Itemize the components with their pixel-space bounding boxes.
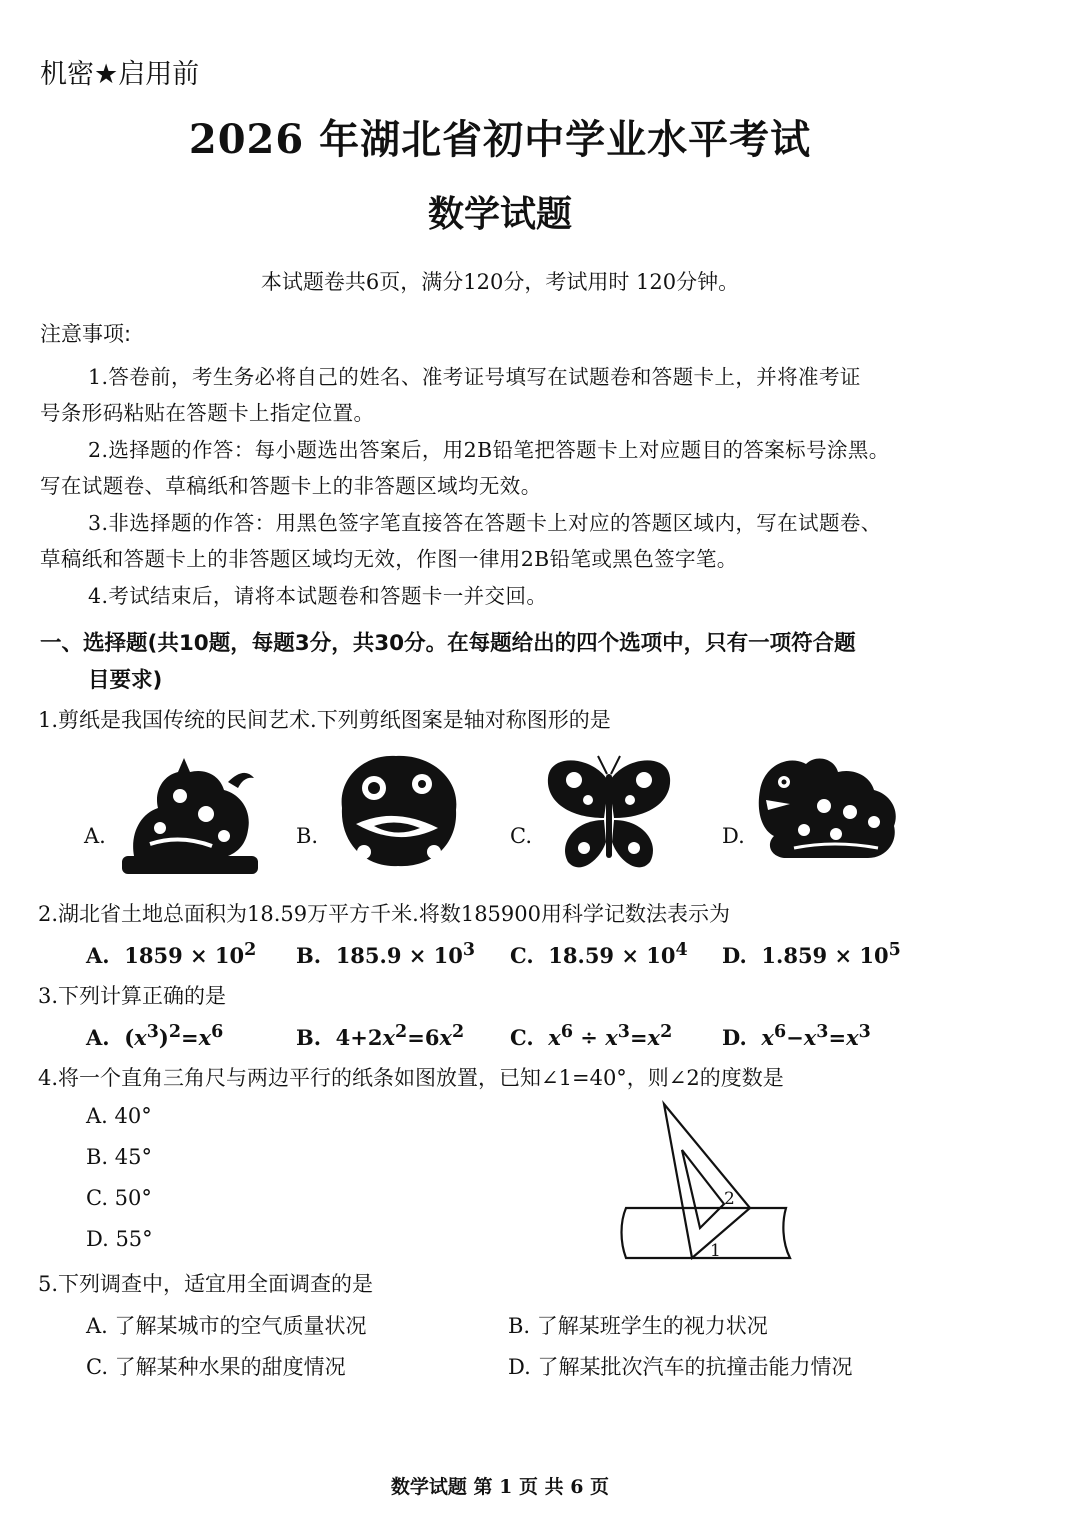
angle-2-label: 2 [724,1189,735,1209]
q4-option-b: B. 45° [86,1145,153,1169]
qilin-papercut-icon [120,752,260,878]
q5-option-a: A. 了解某城市的空气质量状况 [86,1314,367,1338]
q3-option-c: C. $x^6 \div x^3=x^2$ [510,1022,673,1050]
question-5-stem: 5.下列调查中，适宜用全面调查的是 [38,1272,374,1296]
dragon-papercut-icon [754,750,902,866]
q4-option-c: C. 50° [86,1186,152,1210]
q5-option-b: B. 了解某班学生的视力状况 [508,1314,768,1338]
notice-item-2-line-1: 2.选择题的作答：每小题选出答案后，用2B铅笔把答题卡上对应题目的答案标号涂黑。 [88,438,890,462]
section-1-heading-line-1: 一、选择题(共10题，每题3分，共30分。在每题给出的四个选项中，只有一项符合题 [40,631,856,656]
question-2-stem: 2.湖北省土地总面积为18.59万平方千米.将数185900用科学记数法表示为 [38,902,730,926]
q3-option-a: A. $(x^3)^2=x^6$ [86,1022,224,1050]
q3-option-d: D. $x^6-x^3=x^3$ [722,1022,871,1050]
notice-item-3-line-2: 草稿纸和答题卡上的非答题区域均无效，作图一律用2B铅笔或黑色签字笔。 [40,547,738,571]
exam-title: 2026 年湖北省初中学业水平考试 [188,116,812,163]
q1-option-a-label: A. [84,824,106,848]
q2-option-c: C. $18.59 \times 10^4$ [510,940,688,968]
q5-option-c: C. 了解某种水果的甜度情况 [86,1355,346,1379]
q2-option-a: A. $1859 \times 10^2$ [86,940,257,968]
q4-option-d: D. 55° [86,1227,153,1251]
notice-item-1-line-1: 1.答卷前，考生务必将自己的姓名、准考证号填写在试题卷和答题卡上，并将准考证 [88,365,861,389]
confidential-mark: 机密★启用前 [40,59,200,90]
notice-item-4: 4.考试结束后，请将本试题卷和答题卡一并交回。 [88,584,548,608]
triangle-ruler-figure [616,1100,796,1265]
exam-subtitle: 数学试题 [427,194,572,235]
q3-option-b: B. $4+2x^2=6x^2$ [296,1022,465,1050]
flower-fish-papercut-icon [334,748,464,872]
notice-item-2-line-2: 写在试题卷、草稿纸和答题卡上的非答题区域均无效。 [40,474,542,498]
notice-heading: 注意事项: [40,322,132,346]
notice-item-3-line-1: 3.非选择题的作答：用黑色签字笔直接答在答题卡上对应的答题区域内，写在试题卷、 [88,511,882,535]
question-1-stem: 1.剪纸是我国传统的民间艺术.下列剪纸图案是轴对称图形的是 [38,708,611,732]
question-3-stem: 3.下列计算正确的是 [38,984,227,1008]
q4-option-a: A. 40° [86,1104,152,1128]
question-4-stem: 4.将一个直角三角尺与两边平行的纸条如图放置，已知∠1=40°，则∠2的度数是 [38,1066,784,1090]
section-1-heading-line-2: 目要求) [88,668,163,693]
q2-option-d: D. $1.859 \times 10^5$ [722,940,901,968]
angle-1-label: 1 [710,1241,721,1261]
q1-option-c-label: C. [510,824,532,848]
butterfly-papercut-icon [544,752,674,876]
q2-option-b: B. $185.9 \times 10^3$ [296,940,476,968]
q1-option-d-label: D. [722,824,745,848]
exam-info: 本试题卷共6页，满分120分，考试用时 120分钟。 [260,270,740,294]
q5-option-d: D. 了解某批次汽车的抗撞击能力情况 [508,1355,853,1379]
page-footer: 数学试题 第 1 页 共 6 页 [390,1476,610,1498]
notice-item-1-line-2: 号条形码粘贴在答题卡上指定位置。 [40,401,375,425]
q1-option-b-label: B. [296,824,319,848]
